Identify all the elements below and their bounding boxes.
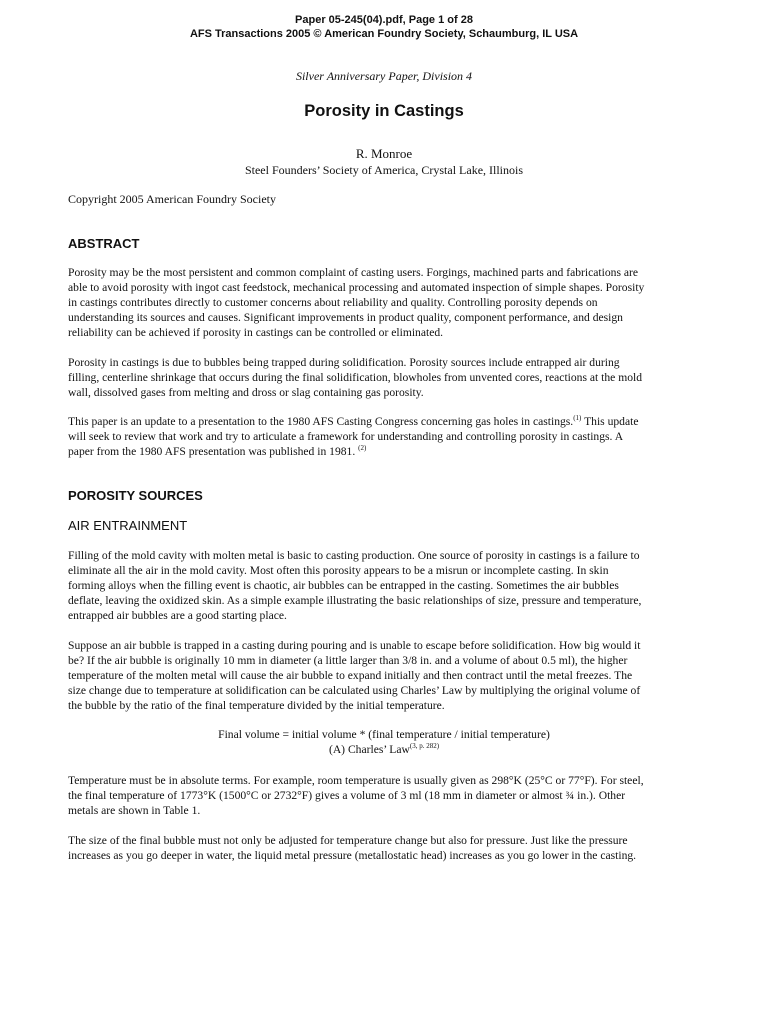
abstract-heading: ABSTRACT xyxy=(68,236,140,251)
reference-marker: (3, p. 282) xyxy=(409,742,440,751)
text-line: the final temperature of 1773°K (1500°C or 2732°F) gives a volume of 3 ml (18 mm in diameter or almost ¾ in.). Other xyxy=(68,789,626,802)
text-line: Filling of the mold cavity with molten metal is basic to casting production. One source of porosity in castings is a failure to xyxy=(68,549,640,562)
sources-paragraph-4 xyxy=(68,833,708,863)
copyright-notice: Copyright 2005 American Foundry Society xyxy=(68,192,276,206)
abstract-paragraph-1 xyxy=(68,265,708,340)
text-line xyxy=(68,414,708,429)
text-line: filling, centerline shrinkage that occurs during the final solidification, blowholes from unvented cores, reactions at the mold xyxy=(68,371,643,384)
abstract-paragraph-3 xyxy=(68,414,708,459)
author-name: R. Monroe xyxy=(355,146,413,161)
text-line: wall, dissolved gases from melting and dross or slag containing gas porosity. xyxy=(68,386,424,399)
air-entrainment-heading: AIR ENTRAINMENT xyxy=(68,518,188,533)
page-header xyxy=(0,13,768,41)
reference-marker: (2) xyxy=(358,444,367,453)
text-line xyxy=(68,444,708,459)
reference-marker: (1) xyxy=(573,414,582,423)
text-line: understanding its sources and causes. Significant improvements in product quality, component performance, and design xyxy=(68,311,623,324)
sources-heading: POROSITY SOURCES xyxy=(68,488,203,503)
text-line: reliability can be achieved if porosity in castings can be controlled or eliminated. xyxy=(68,326,444,339)
sources-paragraph-1 xyxy=(68,548,708,623)
author-affiliation: Steel Founders’ Society of America, Crystal Lake, Illinois xyxy=(244,163,524,177)
text-line: will seek to review that work and try to articulate a framework for understanding and controlling porosity in castings. A xyxy=(68,430,624,443)
text-line: deflate, leaving the oxidized skin. As a simple example illustrating the basic relationships of size, pressure and temperature, xyxy=(68,594,642,607)
text-line: Porosity in castings is due to bubbles being trapped during solidification. Porosity sources include entrapped air during xyxy=(68,356,620,369)
equation-text: Final volume = initial volume * (final temperature / initial temperature) xyxy=(218,728,550,741)
text-line: metals are shown in Table 1. xyxy=(68,804,201,817)
equation-label xyxy=(0,742,768,757)
text-line: Suppose an air bubble is trapped in a casting during pouring and is unable to escape before solidification. How big would it xyxy=(68,639,641,652)
header-file-line: Paper 05-245(04).pdf, Page 1 of 28 xyxy=(295,14,473,26)
text-line: increases as you go deeper in water, the liquid metal pressure (metallostatic head) increases as you go lower in the casting. xyxy=(68,849,637,862)
equation-label-text: (A) Charles’ Law xyxy=(328,743,410,756)
header-journal-line: AFS Transactions 2005 © American Foundry Society, Schaumburg, IL USA xyxy=(189,28,579,40)
sources-paragraph-3 xyxy=(68,773,708,818)
text-line: Porosity may be the most persistent and common complaint of casting users. Forgings, machined parts and fabrications are xyxy=(68,266,639,279)
paper-title: Porosity in Castings xyxy=(304,102,464,120)
text-line: in castings contributes directly to customer concerns about reliability and quality. Controlling porosity depends on xyxy=(68,296,598,309)
sources-paragraph-2 xyxy=(68,638,708,713)
text-line: eliminate all the air in the mold cavity. Most often this porosity appears to be a misrun or incomplete casting. In skin xyxy=(68,564,609,577)
text-line: temperature of the molten metal will cause the air bubble to expand initially and then contract until the metal freezes. The xyxy=(68,669,633,682)
series-label: Silver Anniversary Paper, Division 4 xyxy=(295,69,473,83)
text-line: size change due to temperature at solidification can be calculated using Charles’ Law by multiplying the original volume of xyxy=(68,684,641,697)
charles-law-equation xyxy=(0,727,768,757)
text-line: able to avoid porosity with ingot cast feedstock, mechanical processing and automated inspection of simple shapes. Porosity xyxy=(68,281,645,294)
text-segment: This paper is an update to a presentation to the 1980 AFS Casting Congress concerning gas holes in castings. xyxy=(68,415,574,428)
text-line: The size of the final bubble must not only be adjusted for temperature change but also for pressure. Just like the pressure xyxy=(68,834,628,847)
text-line: Temperature must be in absolute terms. For example, room temperature is usually given as 298°K (25°C or 77°F). For steel, xyxy=(68,774,644,787)
text-segment: This update xyxy=(581,415,639,428)
abstract-paragraph-2 xyxy=(68,355,708,400)
text-line: entrapped air bubbles are a good starting place. xyxy=(68,609,287,622)
text-line: the bubble by the ratio of the final temperature divided by the initial temperature. xyxy=(68,699,445,712)
text-line: forming alloys when the filling event is chaotic, air bubbles can be entrapped in the casting. Sometimes the air bubbles xyxy=(68,579,619,592)
text-line: be? If the air bubble is originally 10 mm in diameter (a little larger than 3/8 in. and a volume of about 0.5 ml), the higher xyxy=(68,654,628,667)
text-segment: paper from the 1980 AFS presentation was published in 1981. xyxy=(68,445,356,458)
